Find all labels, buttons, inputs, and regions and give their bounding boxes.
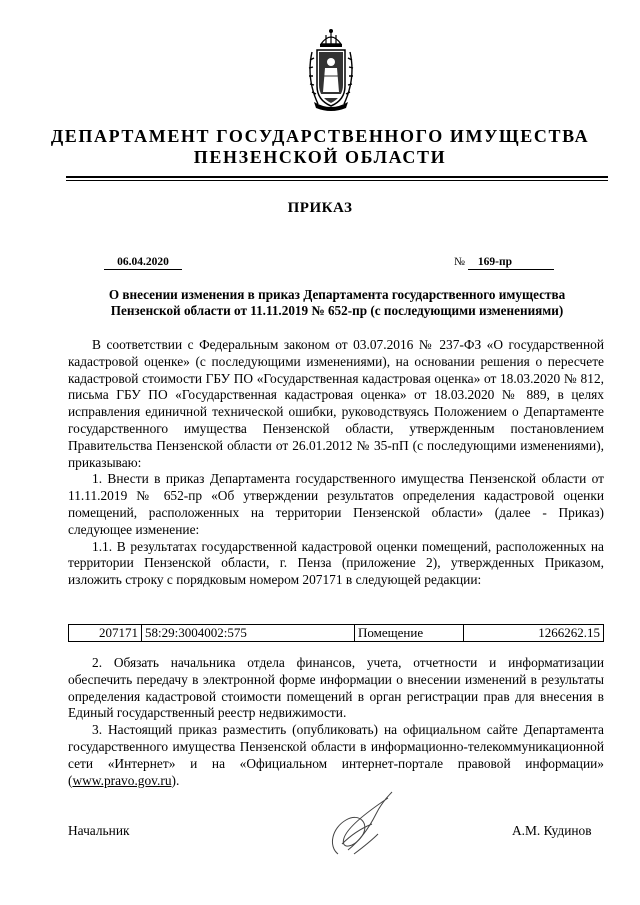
department-title-line2: ПЕНЗЕНСКОЙ ОБЛАСТИ xyxy=(193,147,447,167)
paragraph-item-3 xyxy=(68,722,604,789)
header-divider-thick xyxy=(66,176,608,178)
order-date: 06.04.2020 xyxy=(104,255,182,270)
signer-position: Начальник xyxy=(68,823,130,838)
order-body-part1 xyxy=(68,337,604,589)
paragraph-item-1: 1. Внести в приказ Департамента государственного имущества Пензенской области от 11.11.2019 № 652-пр «Об утверждении результатов определения кадастровой оценки помещений, расположенных на территории Пензенской области» (далее - Приказ) следующее изменение: xyxy=(68,471,604,537)
number-sign: № xyxy=(454,256,465,268)
object-type-cell: Помещение xyxy=(355,625,464,642)
paragraph-item-3-text: 3. Настоящий приказ разместить (опубликовать) на официальном сайте Департамента государственного имущества Пензенской области в информационно-телекоммуникационной сети «Интернет» и на «Официальном интернет-портале правовой информации» ( xyxy=(68,722,604,788)
order-subject-line2: Пензенской области от 11.11.2019 № 652-пр (с последующими изменениями) xyxy=(110,303,564,318)
row-index-cell: 207171 xyxy=(69,625,142,642)
order-subject xyxy=(70,287,604,319)
order-number: 169-пр xyxy=(468,255,554,270)
paragraph-item-1-1: 1.1. В результатах государственной кадастровой оценки помещений, расположенных на территории Пензенской области, г. Пенза (приложение 2), утвержденных Приказом, изложить строку с порядковым номером 207171 в следующей редакции: xyxy=(68,538,604,588)
department-title-line1: ДЕПАРТАМЕНТ ГОСУДАРСТВЕННОГО ИМУЩЕСТВА xyxy=(50,126,590,146)
cadastral-value-table xyxy=(68,624,604,642)
pravo-gov-link[interactable]: www.pravo.gov.ru xyxy=(72,772,172,788)
header-divider-thin xyxy=(66,180,608,181)
signer-name: А.М. Кудинов xyxy=(512,823,592,838)
coat-of-arms-icon xyxy=(306,28,356,112)
cadastral-number-cell: 58:29:3004002:575 xyxy=(142,625,355,642)
cadastral-value-cell: 1266262.15 xyxy=(464,625,604,642)
paragraph-item-2: 2. Обязать начальника отдела финансов, учета, отчетности и информатизации обеспечить передачу в электронной форме информации о внесении изменений в результаты определения кадастровой стоимости помещений в орган регистрации прав для внесения в Единый государственный реестр недвижимости. xyxy=(68,655,604,721)
order-subject-line1: О внесении изменения в приказ Департамента государственного имущества xyxy=(108,287,566,302)
department-title xyxy=(0,126,640,168)
order-body-part2 xyxy=(68,655,604,789)
paragraph-item-3-end: ). xyxy=(171,772,180,788)
document-type: ПРИКАЗ xyxy=(287,200,353,216)
order-number-block xyxy=(454,255,554,270)
signature-icon xyxy=(318,784,408,864)
table-row xyxy=(69,625,604,642)
paragraph-basis: В соответствии с Федеральным законом от 03.07.2016 № 237-ФЗ «О государственной кадастровой оценке» (с последующими изменениями), на основании решения о пересчете кадастровой стоимости ГБУ ПО «Государственная кадастровая оценка» от 18.03.2020 № 812, письма ГБУ ПО «Государственная кадастровая оценка» от 18.03.2020 № 889, в целях исправления единичной технической ошибки, руководствуясь Положением о Департаменте государственного имущества Пензенской области, утвержденным постановлением Правительства Пензенской области от 26.01.2012 № 35-пП (с последующими изменениями), приказываю: xyxy=(68,337,604,470)
